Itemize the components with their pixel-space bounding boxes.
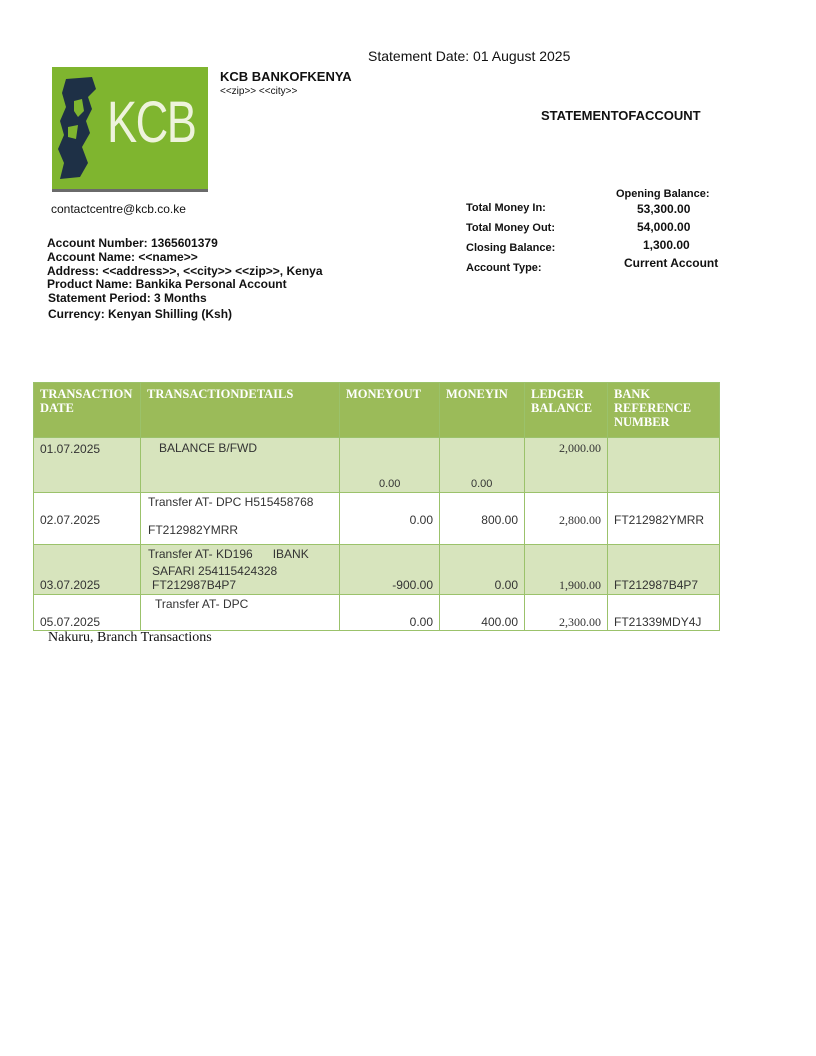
col-header-date: TRANSACTION DATE — [34, 383, 141, 438]
cell-money-in: 0.00 — [440, 438, 525, 493]
col-header-money-out: MONEYOUT — [340, 383, 440, 438]
col-header-money-in: MONEYIN — [440, 383, 525, 438]
table-row — [34, 493, 720, 545]
total-money-in-label: Total Money In: — [466, 202, 546, 214]
cell-money-out: 0.00 — [340, 595, 440, 631]
cell-ledger: 2,800.00 — [525, 493, 608, 545]
document-title: STATEMENTOFACCOUNT — [541, 108, 701, 123]
account-type-value: Current Account — [624, 256, 719, 270]
account-address: Address: <<address>>, <<city>> <<zip>>, Kenya — [47, 264, 323, 278]
account-number: Account Number: 1365601379 — [47, 236, 218, 250]
opening-balance-label: Opening Balance: — [616, 188, 710, 200]
currency: Currency: Kenyan Shilling (Ksh) — [48, 307, 233, 321]
cell-ledger: 2,000.00 — [525, 438, 608, 493]
cell-date: 03.07.2025 — [34, 545, 141, 595]
cell-date: 02.07.2025 — [34, 493, 141, 545]
cell-reference: FT21339MDY4J — [608, 595, 720, 631]
cell-reference — [608, 438, 720, 493]
total-money-in-value: 53,300.00 — [637, 202, 691, 216]
cell-money-in: 800.00 — [440, 493, 525, 545]
logo-wordmark: KCB — [107, 90, 196, 155]
col-header-reference: BANK REFERENCE NUMBER — [608, 383, 720, 438]
transactions-table — [33, 382, 720, 631]
cell-details: BALANCE B/FWD — [141, 438, 340, 493]
cell-ledger: 2,300.00 — [525, 595, 608, 631]
bank-name: KCB BANKOFKENYA — [220, 69, 352, 84]
table-row — [34, 595, 720, 631]
bank-address: <<zip>> <<city>> — [220, 86, 298, 97]
cell-date: 05.07.2025 — [34, 595, 141, 631]
total-money-out-label: Total Money Out: — [466, 222, 556, 234]
col-header-ledger: LEDGER BALANCE — [525, 383, 608, 438]
cell-money-in: 400.00 — [440, 595, 525, 631]
table-header-row — [34, 383, 720, 438]
account-name: Account Name: <<name>> — [47, 250, 198, 264]
cell-reference: FT212987B4P7 — [608, 545, 720, 595]
cell-money-in: 0.00 — [440, 545, 525, 595]
footer-note: Nakuru, Branch Transactions — [48, 630, 212, 645]
kcb-logo — [52, 67, 208, 192]
closing-balance-value: 1,300.00 — [643, 238, 690, 252]
cell-money-out: -900.00 — [340, 545, 440, 595]
statement-period: Statement Period: 3 Months — [48, 291, 207, 305]
cell-reference: FT212982YMRR — [608, 493, 720, 545]
cell-money-out: 0.00 — [340, 493, 440, 545]
table-row — [34, 545, 720, 595]
table-row — [34, 438, 720, 493]
statement-date: Statement Date: 01 August 2025 — [368, 48, 571, 64]
cell-money-out: 0.00 — [340, 438, 440, 493]
cell-date: 01.07.2025 — [34, 438, 141, 493]
closing-balance-label: Closing Balance: — [466, 242, 556, 254]
cell-ledger: 1,900.00 — [525, 545, 608, 595]
product-name: Product Name: Bankika Personal Account — [47, 277, 287, 291]
col-header-details: TRANSACTIONDETAILS — [141, 383, 340, 438]
cell-details: Transfer AT- KD196 IBANK SAFARI 254115424328 FT212987B4P7 — [141, 545, 340, 595]
contact-email: contactcentre@kcb.co.ke — [51, 202, 186, 216]
cell-details: Transfer AT- DPC — [141, 595, 340, 631]
total-money-out-value: 54,000.00 — [637, 220, 691, 234]
account-type-label: Account Type: — [466, 262, 542, 274]
cell-details: Transfer AT- DPC H515458768 FT212982YMRR — [141, 493, 340, 545]
